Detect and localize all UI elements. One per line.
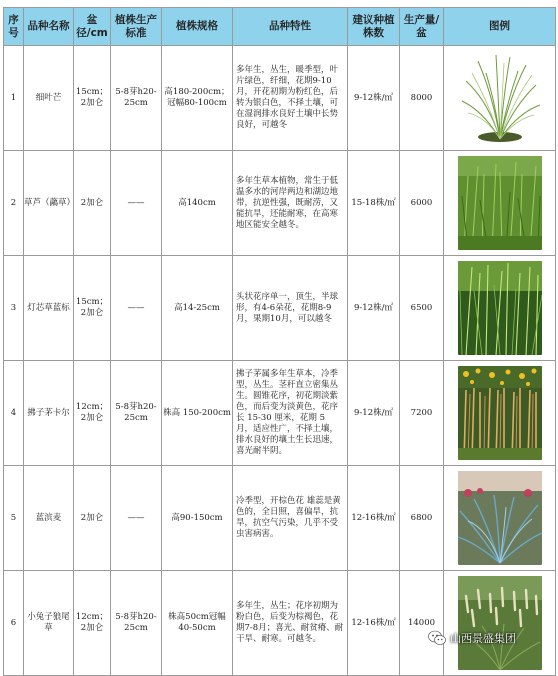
cell-index: 3 — [4, 256, 24, 361]
cell-output: 7200 — [400, 361, 444, 466]
cell-name: 小兔子狼尾草 — [24, 571, 74, 676]
cell-output: 8000 — [400, 46, 444, 151]
table-row — [4, 151, 556, 256]
cell-name: 草芦（虉草） — [24, 151, 74, 256]
wechat-icon — [428, 630, 446, 646]
cell-name: 蓝滨麦 — [24, 466, 74, 571]
cell-traits: 多年生，丛生，暖季型，叶片绿色，纤细，花期9-10月，开花初期为粉红色，后转为银白色，不择土壤，可在湿润排水良好土壤中长势良好，可越冬 — [233, 46, 348, 151]
table-header — [4, 8, 556, 46]
cell-pot: 15cm；2加仑 — [74, 256, 111, 361]
cell-spec: 株高50cm冠幅40-50cm — [162, 571, 233, 676]
cell-output: 14000 — [400, 571, 444, 676]
ornamental-grass-fountain-photo — [458, 51, 542, 145]
cell-density: 9-12株/㎡ — [348, 256, 400, 361]
cell-index: 5 — [4, 466, 24, 571]
cell-index: 2 — [4, 151, 24, 256]
watermark-text: 山西景盛集团 — [450, 632, 516, 645]
header-traits: 品种特性 — [233, 8, 348, 46]
cell-pot: 15cm；2加仑 — [74, 46, 111, 151]
header-index: 序号 — [4, 8, 24, 46]
header-standard: 植株生产标准 — [111, 8, 162, 46]
cell-standard: —— — [111, 256, 162, 361]
cell-standard: —— — [111, 151, 162, 256]
cell-standard: 5-8芽h20-25cm — [111, 571, 162, 676]
cell-standard: —— — [111, 466, 162, 571]
cell-traits: 拂子茅属多年生草本，冷季型，丛生。茎秆直立密集丛生。圆锥花序，初花期淡紫色，而后变为淡黄色，花序长 15-30 厘米，花期 5 月，适应性广，不择土壤，排水良好的壤土生长迅速，喜光耐半阴。 — [233, 361, 348, 466]
cell-index: 1 — [4, 46, 24, 151]
cell-output: 6000 — [400, 151, 444, 256]
header-name: 品种名称 — [24, 8, 74, 46]
header-image: 图例 — [444, 8, 556, 46]
cell-spec: 高140cm — [162, 151, 233, 256]
cell-name: 细叶芒 — [24, 46, 74, 151]
fountain-grass-photo — [458, 576, 542, 670]
cell-name: 拂子茅卡尔 — [24, 361, 74, 466]
cell-pot: 2加仑 — [74, 466, 111, 571]
cell-name: 灯芯草蓝标 — [24, 256, 74, 361]
cell-density: 9-12株/㎡ — [348, 361, 400, 466]
cell-spec: 株高 150-200cm — [162, 361, 233, 466]
cell-pot: 12cm；2加仑 — [74, 361, 111, 466]
cell-density: 9-12株/㎡ — [348, 46, 400, 151]
table-row — [4, 361, 556, 466]
cell-spec: 高180-200cm；冠幅80-100cm — [162, 46, 233, 151]
cell-pot: 2加仑 — [74, 151, 111, 256]
cell-traits: 多年生，丛生；花序初期为粉白色，后变为棕褐色，花期7-8月；喜光、耐贫瘠、耐干旱、耐寒。可越冬。 — [233, 571, 348, 676]
cell-standard: 5-8芽h20-25cm — [111, 46, 162, 151]
cell-index: 6 — [4, 571, 24, 676]
cell-spec: 高14-25cm — [162, 256, 233, 361]
cell-traits: 多年生草本植物，常生于低温多水的河岸两边和湖边地带，抗逆性强，既耐涝，又能抗旱，还能耐寒，在高寒地区能安全越冬。 — [233, 151, 348, 256]
cell-density: 15-18株/㎡ — [348, 151, 400, 256]
rush-grass-photo — [458, 261, 542, 355]
watermark — [428, 628, 552, 648]
header-spec: 植株规格 — [162, 8, 233, 46]
table-row — [4, 466, 556, 571]
header-output: 生产量/盆 — [400, 8, 444, 46]
table-row — [4, 256, 556, 361]
blue-lyme-grass-photo — [458, 471, 542, 565]
table-row — [4, 571, 556, 676]
cell-index: 4 — [4, 361, 24, 466]
header-pot: 盆径/cm — [74, 8, 111, 46]
cell-output: 6800 — [400, 466, 444, 571]
cell-traits: 头状花序单一，顶生，半球形，有4-6朵花，花期8-9月，果期10月，可以越冬 — [233, 256, 348, 361]
cell-density: 12-16株/㎡ — [348, 571, 400, 676]
table-row — [4, 46, 556, 151]
cell-traits: 冷季型，开棕色花 雄蕊是黄色的，全日照，喜偏旱，抗旱，抗空气污染，几乎不受虫害病害。 — [233, 466, 348, 571]
feather-reed-grass-photo — [458, 366, 542, 460]
cell-density: 12-16株/㎡ — [348, 466, 400, 571]
header-density: 建议种植株数 — [348, 8, 400, 46]
cell-spec: 高90-150cm — [162, 466, 233, 571]
cell-output: 6500 — [400, 256, 444, 361]
cell-pot: 12cm；2加仑 — [74, 571, 111, 676]
reed-canary-grass-photo — [458, 156, 542, 250]
cell-standard: 5-8芽h20-25cm — [111, 361, 162, 466]
plant-variety-table — [3, 7, 556, 676]
